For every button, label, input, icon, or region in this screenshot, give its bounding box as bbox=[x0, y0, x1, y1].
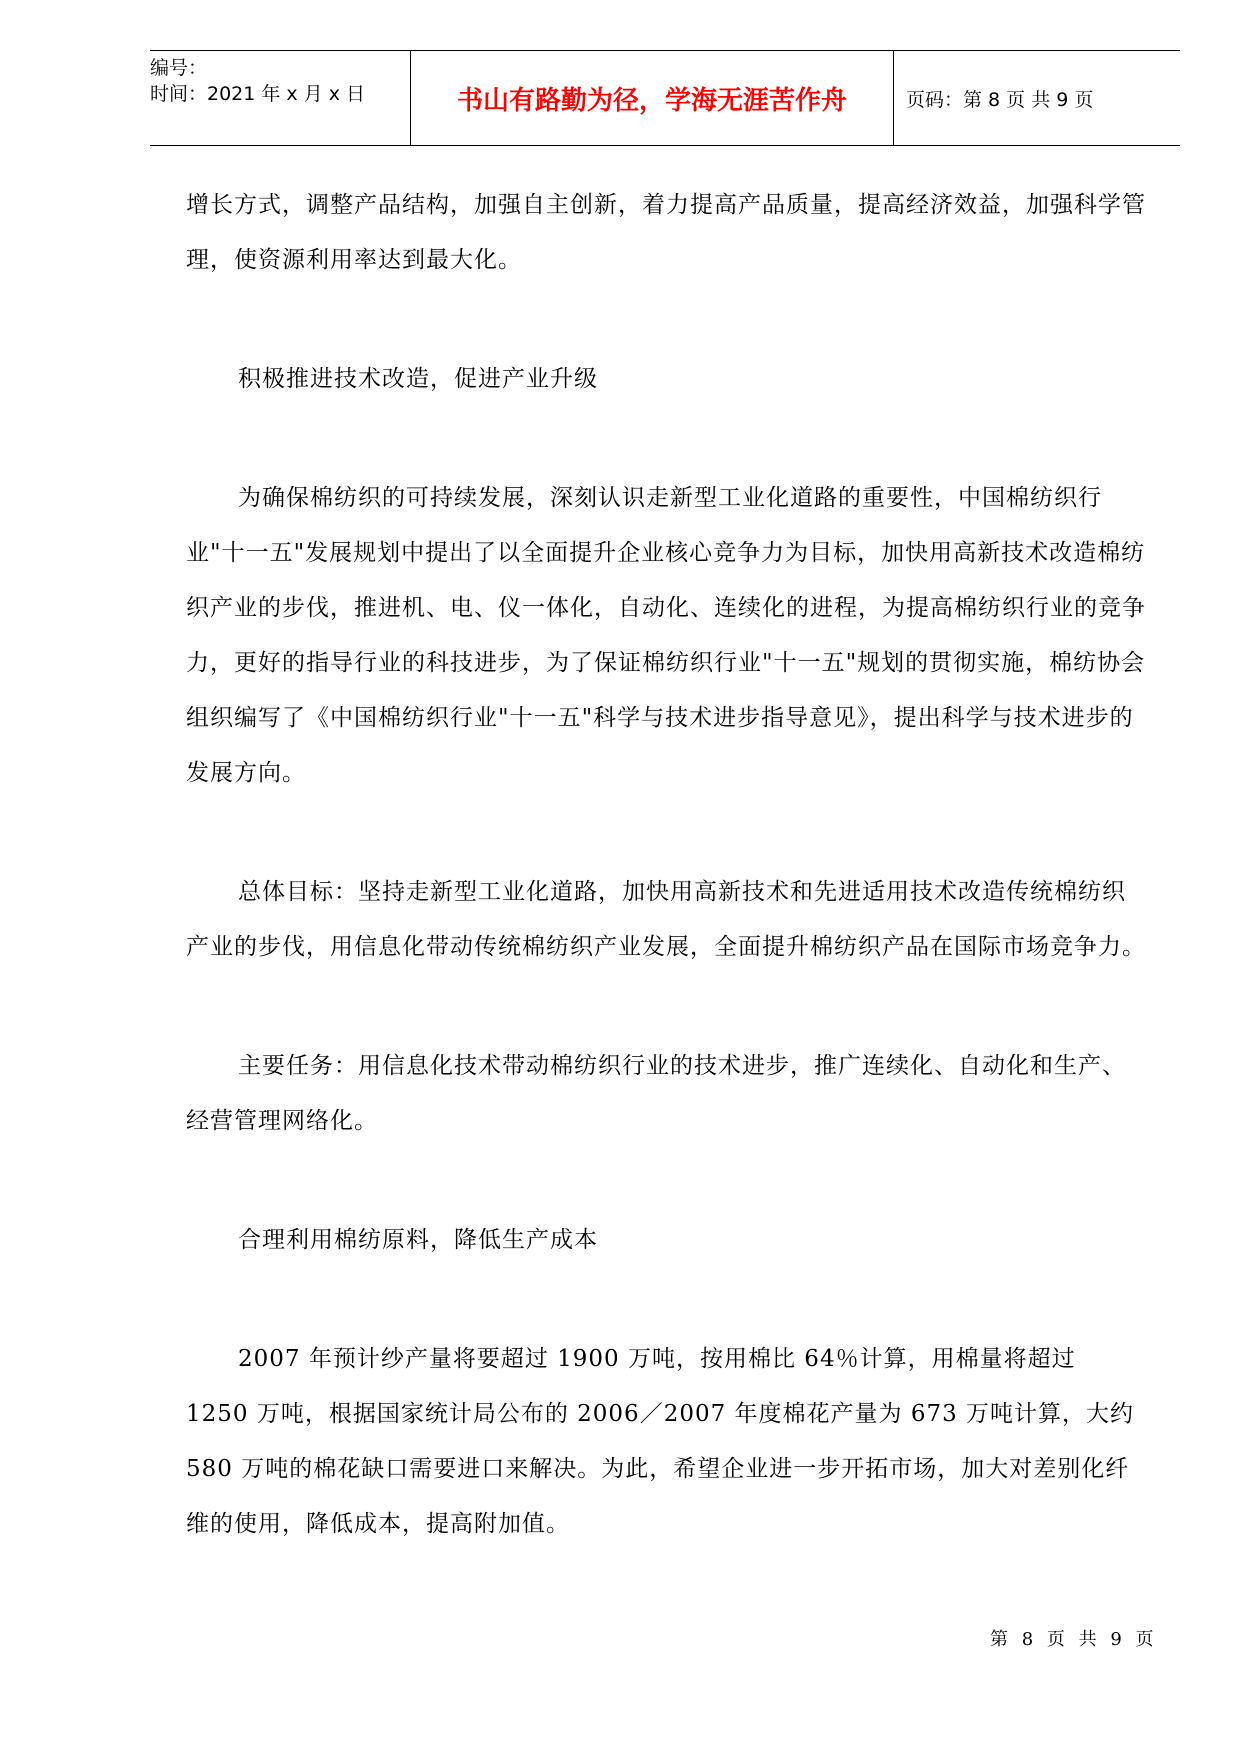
document-number-label: 编号： bbox=[150, 57, 208, 79]
paragraph-continuation: 增长方式，调整产品结构，加强自主创新，着力提高产品质量，提高经济效益，加强科学管理，使资源利用率达到最大化。 bbox=[186, 192, 1146, 273]
page-footer: 第 8 页 共 9 页 bbox=[990, 1629, 1158, 1650]
paragraph-cotton-supply: 2007 年预计纱产量将要超过 1900 万吨，按用棉比 64％计算，用棉量将超过 1250 万吨，根据国家统计局公布的 2006／2007 年度棉花产量为 673 万吨计算，大约 580 万吨的棉花缺口需要进口来解决。为此，希望企业进一步开拓市场，加大对差别化纤维的使用，降低成本，提高附加值。 bbox=[186, 1346, 1135, 1537]
header-motto: 书山有路勤为径，学海无涯苦作舟 bbox=[410, 51, 894, 145]
section-heading-tech-upgrade: 积极推进技术改造，促进产业升级 bbox=[238, 366, 598, 392]
document-body bbox=[186, 178, 1146, 1552]
paragraph-main-tasks: 主要任务：用信息化技术带动棉纺织行业的技术进步，推广连续化、自动化和生产、经营管理网络化。 bbox=[186, 1053, 1126, 1134]
paragraph-overall-goal: 总体目标：坚持走新型工业化道路，加快用高新技术和先进适用技术改造传统棉纺织产业的步伐，用信息化带动传统棉纺织产业发展，全面提升棉纺织产品在国际市场竞争力。 bbox=[186, 879, 1146, 960]
paragraph-development-plan: 为确保棉纺织的可持续发展，深刻认识走新型工业化道路的重要性，中国棉纺织行业"十一五"发展规划中提出了以全面提升企业核心竞争力为目标，加快用高新技术改造棉纺织产业的步伐，推进机、电、仪一体化，自动化、连续化的进程，为提高棉纺织行业的竞争力，更好的指导行业的科技进步，为了保证棉纺织行业"十一五"规划的贯彻实施，棉纺协会组织编写了《中国棉纺织行业"十一五"科学与技术进步指导意见》，提出科学与技术进步的发展方向。 bbox=[186, 485, 1146, 786]
page-header bbox=[150, 50, 1180, 146]
header-page-code: 页码：第 8 页 共 9 页 bbox=[906, 88, 1094, 111]
header-meta bbox=[150, 51, 410, 145]
document-time-label: 时间：2021 年 x 月 x 日 bbox=[150, 83, 366, 105]
section-heading-raw-materials: 合理利用棉纺原料，降低生产成本 bbox=[238, 1227, 598, 1253]
